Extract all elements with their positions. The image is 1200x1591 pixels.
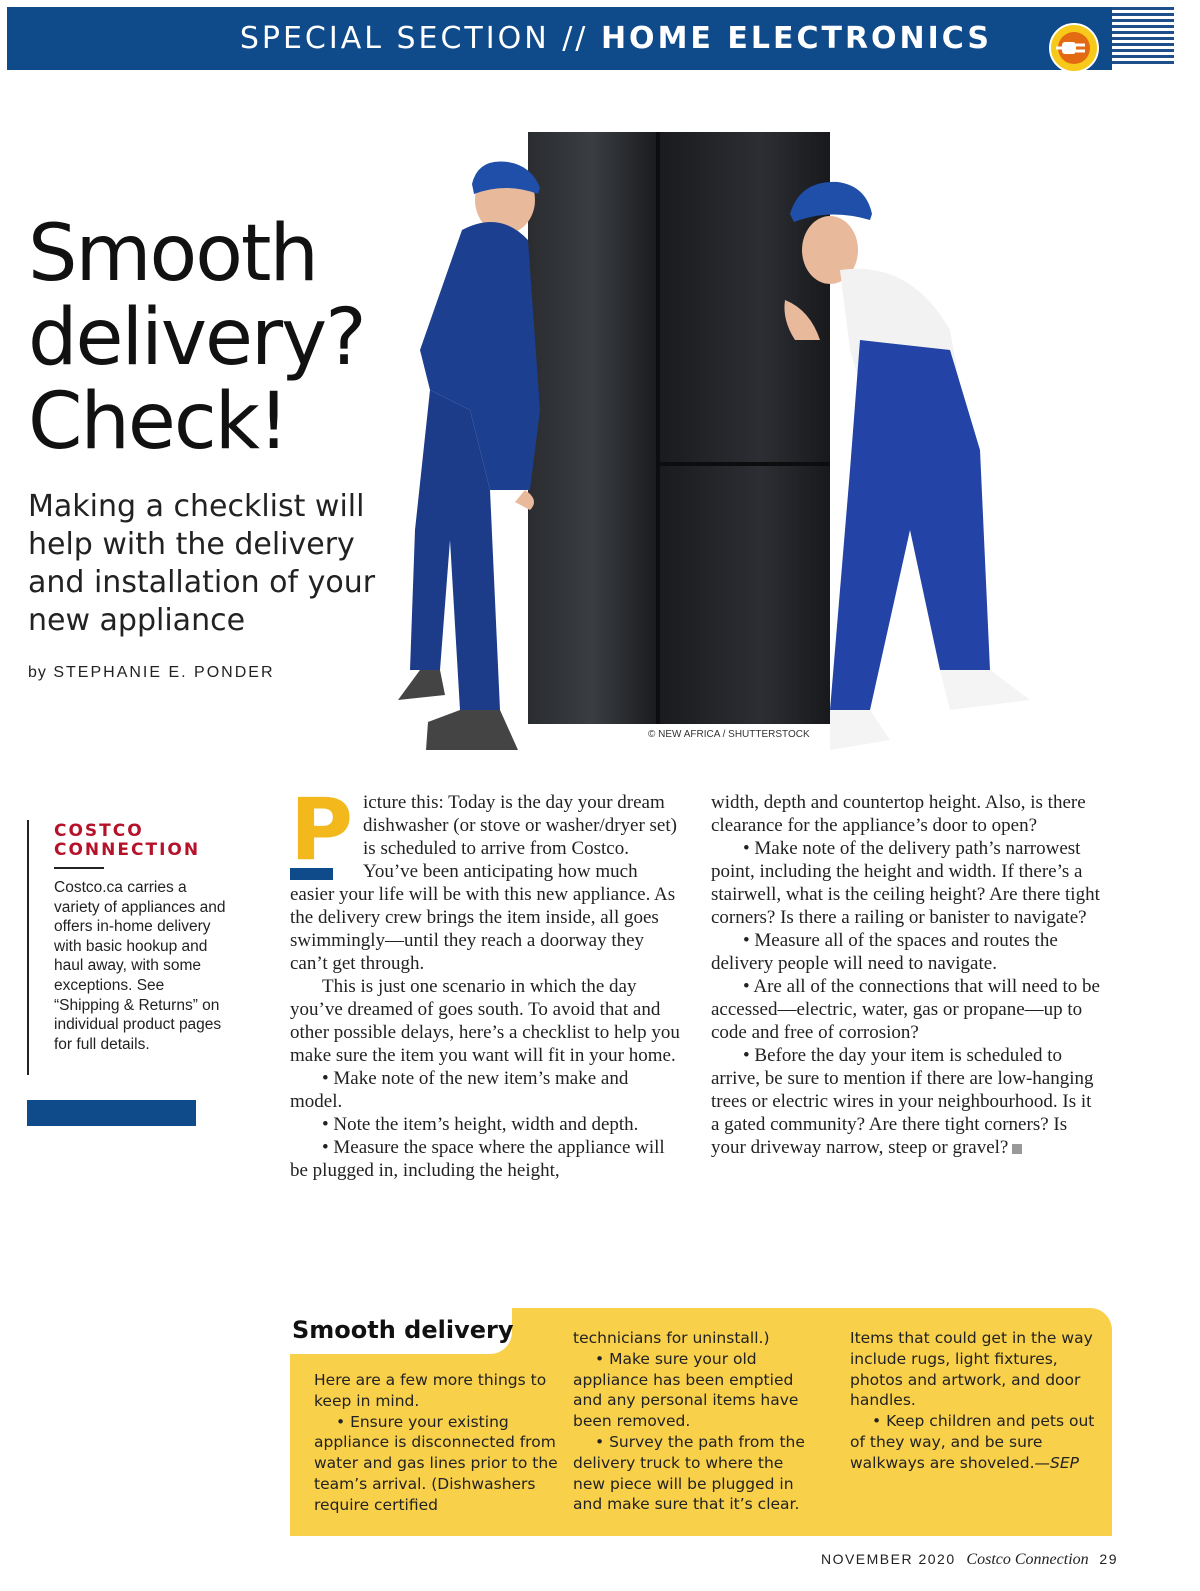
box-item-4-text: • Keep children and pets out of they way, and be sure walkways are shoveled. (850, 1412, 1095, 1472)
smooth-delivery-title: Smooth delivery (292, 1316, 514, 1344)
box-item-4 (850, 1411, 1095, 1473)
box-item-2: • Make sure your old appliance has been emptied and any personal items have been removed. (573, 1349, 799, 1431)
box-item-3-continued: Items that could get in the way include rugs, light fixtures, photos and artwork, and door handles. (850, 1329, 1093, 1410)
plug-icon (1049, 23, 1099, 73)
checklist-item-4: • Make note of the delivery path’s narrowest point, including the height and width. If there’s a stairwell, what is the ceiling height? Are there tight corners? Is there a railing or banister to navigate? (711, 838, 1100, 928)
byline-author: STEPHANIE E. PONDER (53, 664, 275, 681)
magazine-name: Costco Connection (966, 1551, 1089, 1568)
checklist-item-1: • Make note of the new item’s make and model. (290, 1068, 629, 1112)
body-column-1 (290, 780, 680, 1182)
page-footer (821, 1551, 1118, 1569)
refrigerator-illustration (528, 132, 830, 724)
box-item-1-continued: technicians for uninstall.) (573, 1329, 770, 1347)
byline-prefix: by (28, 664, 47, 681)
body-paragraph-1-text: icture this: Today is the day your dream dishwasher (or stove or washer/dryer set) is scheduled to arrive from Costco. You’ve been anticipating how much easier your life will be with this new appliance. As the delivery crew brings the item inside, all goes swimmingly—until they reach a doorway they can’t get through. (290, 792, 677, 974)
title-line-1: Smooth (28, 209, 317, 299)
checklist-item-5: • Measure all of the spaces and routes the delivery people will need to navigate. (711, 930, 1058, 974)
section-name: HOME ELECTRONICS (600, 21, 992, 56)
box-intro: Here are a few more things to keep in mind. (314, 1371, 547, 1410)
sidebar-heading (54, 822, 224, 860)
photo-credit: © NEW AFRICA / SHUTTERSTOCK (648, 729, 810, 740)
section-label: SPECIAL SECTION // (239, 21, 601, 56)
end-mark-icon (1012, 1144, 1022, 1154)
checklist-item-2: • Note the item’s height, width and depth. (322, 1114, 639, 1135)
checklist-item-7-text: • Before the day your item is scheduled to arrive, be sure to mention if there are low-hanging trees or electric wires in your neighbourhood. Is it a gated community? Are there tight corners? Is your driveway narrow, steep or gravel? (711, 1045, 1094, 1158)
checklist-item-3: • Measure the space where the appliance will be plugged in, including the height, (290, 1137, 665, 1181)
body-paragraph-1 (290, 780, 680, 975)
costco-connection-sidebar (27, 820, 234, 1075)
box-column-3 (850, 1328, 1095, 1474)
checklist-item-7 (711, 1044, 1101, 1159)
article-deck: Making a checklist will help with the delivery and installation of your new appliance (28, 489, 376, 638)
sidebar-heading-line-2: CONNECTION (54, 840, 201, 860)
body-column-2 (711, 791, 1101, 1159)
section-header-text (240, 21, 992, 56)
plug-glyph (1051, 25, 1097, 71)
article-title (28, 209, 408, 467)
delivery-photo (390, 110, 1080, 770)
box-item-3: • Survey the path from the delivery truck to where the new piece will be plugged in and make sure that it’s clear. (573, 1432, 805, 1514)
left-mover-illustration (398, 161, 540, 750)
section-header-band (7, 7, 1112, 70)
sidebar-rule (54, 867, 104, 869)
sidebar-heading-line-1: COSTCO (54, 821, 144, 841)
title-line-3: Check! (28, 377, 288, 467)
title-line-2: delivery? (28, 293, 365, 383)
body-continuation: width, depth and countertop height. Also, is there clearance for the appliance’s door to open? (711, 792, 1086, 836)
header-stripes (1112, 7, 1174, 70)
box-column-2 (573, 1328, 818, 1515)
box-signature: —SEP (1034, 1453, 1079, 1472)
sidebar-body: Costco.ca carries a variety of appliances and offers in-home delivery with basic hookup and haul away, with some exceptions. See “Shipping & Returns” on individual product pages for full details. (54, 879, 226, 1053)
drop-cap: P (290, 780, 354, 880)
page-number: 29 (1099, 1551, 1118, 1567)
issue-date: NOVEMBER 2020 (820, 1551, 956, 1567)
byline (28, 664, 275, 682)
box-column-1 (314, 1370, 559, 1516)
body-paragraph-2: This is just one scenario in which the day you’ve dreamed of goes south. To avoid that and other possible delays, here’s a checklist to help you make sure the item you want will fit in your home. (290, 976, 680, 1066)
sidebar-color-block (27, 1100, 196, 1126)
box-item-1: • Ensure your existing appliance is disconnected from water and gas lines prior to the team’s arrival. (Dishwashers require certified (314, 1412, 558, 1514)
checklist-item-6: • Are all of the connections that will need to be accessed—electric, water, gas or propane—up to code and free of corrosion? (711, 976, 1100, 1043)
